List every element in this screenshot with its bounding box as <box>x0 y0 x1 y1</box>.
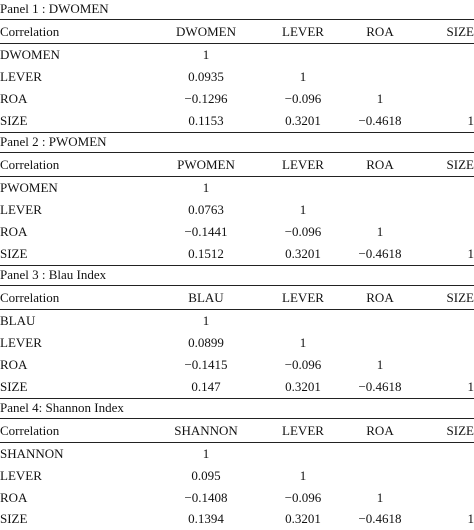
table-row <box>0 44 474 66</box>
header-cell: DWOMEN <box>176 24 236 39</box>
panel-title: Panel 2 : PWOMEN <box>0 134 107 149</box>
cell-value <box>430 177 474 199</box>
row-label: DWOMEN <box>0 47 60 62</box>
cell-value <box>430 465 474 487</box>
row-label: PWOMEN <box>0 180 58 195</box>
cell-value: −0.096 <box>284 91 322 106</box>
cell-value: 0.3201 <box>285 113 321 128</box>
cell-value: 1 <box>376 490 384 505</box>
row-label: ROA <box>0 357 28 372</box>
cell-value: −0.1408 <box>184 490 228 505</box>
cell-value <box>430 487 474 509</box>
row-label: SIZE <box>0 511 28 526</box>
cell-value <box>430 66 474 88</box>
cell-value <box>430 354 474 376</box>
header-cell: SIZE <box>446 423 474 438</box>
cell-value: 1 <box>202 47 210 62</box>
cell-value: 0.3201 <box>285 511 321 526</box>
cell-value: 1 <box>376 91 384 106</box>
row-label: LEVER <box>0 69 42 84</box>
cell-value: −0.1441 <box>184 224 228 239</box>
cell-value <box>430 332 474 354</box>
cell-value: −0.1296 <box>184 91 228 106</box>
cell-value: −0.4618 <box>358 246 402 261</box>
cell-value: −0.096 <box>284 224 322 239</box>
cell-value: 0.095 <box>191 468 221 483</box>
cell-value <box>430 221 474 243</box>
cell-value <box>340 44 420 66</box>
header-cell: Correlation <box>0 290 60 305</box>
row-label: ROA <box>0 490 28 505</box>
row-label: BLAU <box>0 313 36 328</box>
row-label: ROA <box>0 224 28 239</box>
cell-value <box>340 465 420 487</box>
cell-value <box>430 88 474 110</box>
row-label: LEVER <box>0 202 42 217</box>
panel-header-row <box>0 21 474 43</box>
cell-value: −0.4618 <box>358 379 402 394</box>
header-cell: SIZE <box>446 24 474 39</box>
table-row <box>0 376 474 398</box>
header-cell: SIZE <box>446 157 474 172</box>
cell-value <box>340 177 420 199</box>
header-cell: ROA <box>366 290 394 305</box>
rule-top <box>0 152 474 153</box>
header-cell: LEVER <box>282 423 324 438</box>
cell-value: 1 <box>299 69 307 84</box>
table-row <box>0 310 474 332</box>
cell-value <box>263 44 343 66</box>
header-cell: Correlation <box>0 24 60 39</box>
cell-value <box>430 310 474 332</box>
row-label: SIZE <box>0 113 28 128</box>
rule-top <box>0 19 474 20</box>
cell-value: 1 <box>376 357 384 372</box>
cell-value: 0.0763 <box>188 202 224 217</box>
cell-value: −0.4618 <box>358 113 402 128</box>
header-cell: Correlation <box>0 157 60 172</box>
header-cell: LEVER <box>282 157 324 172</box>
table-row <box>0 177 474 199</box>
table-row <box>0 243 474 265</box>
table-row <box>0 508 474 530</box>
cell-value: 1 <box>299 335 307 350</box>
cell-value <box>430 44 474 66</box>
cell-value: 1 <box>202 180 210 195</box>
panel-header-row <box>0 420 474 442</box>
table-row <box>0 110 474 132</box>
row-label: LEVER <box>0 335 42 350</box>
cell-value: 1 <box>467 511 474 526</box>
cell-value: −0.1415 <box>184 357 228 372</box>
header-cell: LEVER <box>282 24 324 39</box>
table-row <box>0 199 474 221</box>
table-row <box>0 332 474 354</box>
row-label: SIZE <box>0 379 28 394</box>
rule-top <box>0 285 474 286</box>
panel-title: Panel 3 : Blau Index <box>0 267 107 282</box>
row-label: SHANNON <box>0 446 64 461</box>
header-cell: Correlation <box>0 423 60 438</box>
cell-value: 0.147 <box>191 379 221 394</box>
cell-value: 1 <box>376 224 384 239</box>
header-cell: ROA <box>366 157 394 172</box>
cell-value: 0.3201 <box>285 246 321 261</box>
table-row <box>0 354 474 376</box>
cell-value <box>430 199 474 221</box>
row-label: SIZE <box>0 246 28 261</box>
rule-top <box>0 418 474 419</box>
cell-value <box>340 443 420 465</box>
row-label: LEVER <box>0 468 42 483</box>
header-cell: LEVER <box>282 290 324 305</box>
panel-header-row <box>0 154 474 176</box>
cell-value <box>340 310 420 332</box>
table-row <box>0 221 474 243</box>
cell-value <box>340 199 420 221</box>
header-cell: ROA <box>366 24 394 39</box>
cell-value: 0.3201 <box>285 379 321 394</box>
cell-value: 1 <box>299 202 307 217</box>
panel-title: Panel 4: Shannon Index <box>0 400 124 415</box>
cell-value: 1 <box>202 446 210 461</box>
cell-value <box>263 443 343 465</box>
panel-header-row <box>0 287 474 309</box>
cell-value: 0.1394 <box>188 511 224 526</box>
cell-value <box>430 443 474 465</box>
cell-value: 0.0899 <box>188 335 224 350</box>
header-cell: PWOMEN <box>177 157 235 172</box>
cell-value: 1 <box>299 468 307 483</box>
panel-title: Panel 1 : DWOMEN <box>0 1 109 16</box>
header-cell: BLAU <box>188 290 224 305</box>
table-row <box>0 487 474 509</box>
header-cell: ROA <box>366 423 394 438</box>
cell-value: 0.0935 <box>188 69 224 84</box>
cell-value: −0.4618 <box>358 511 402 526</box>
header-cell: SHANNON <box>174 423 238 438</box>
table-row <box>0 66 474 88</box>
table-row <box>0 465 474 487</box>
cell-value: 1 <box>202 313 210 328</box>
cell-value: 0.1512 <box>188 246 224 261</box>
table-row <box>0 443 474 465</box>
cell-value <box>263 310 343 332</box>
table-row <box>0 88 474 110</box>
cell-value: −0.096 <box>284 490 322 505</box>
cell-value: 1 <box>467 379 474 394</box>
header-cell: SIZE <box>446 290 474 305</box>
cell-value: 1 <box>467 246 474 261</box>
cell-value: −0.096 <box>284 357 322 372</box>
cell-value: 1 <box>467 113 474 128</box>
cell-value <box>340 332 420 354</box>
cell-value: 0.1153 <box>188 113 224 128</box>
cell-value <box>340 66 420 88</box>
row-label: ROA <box>0 91 28 106</box>
cell-value <box>263 177 343 199</box>
